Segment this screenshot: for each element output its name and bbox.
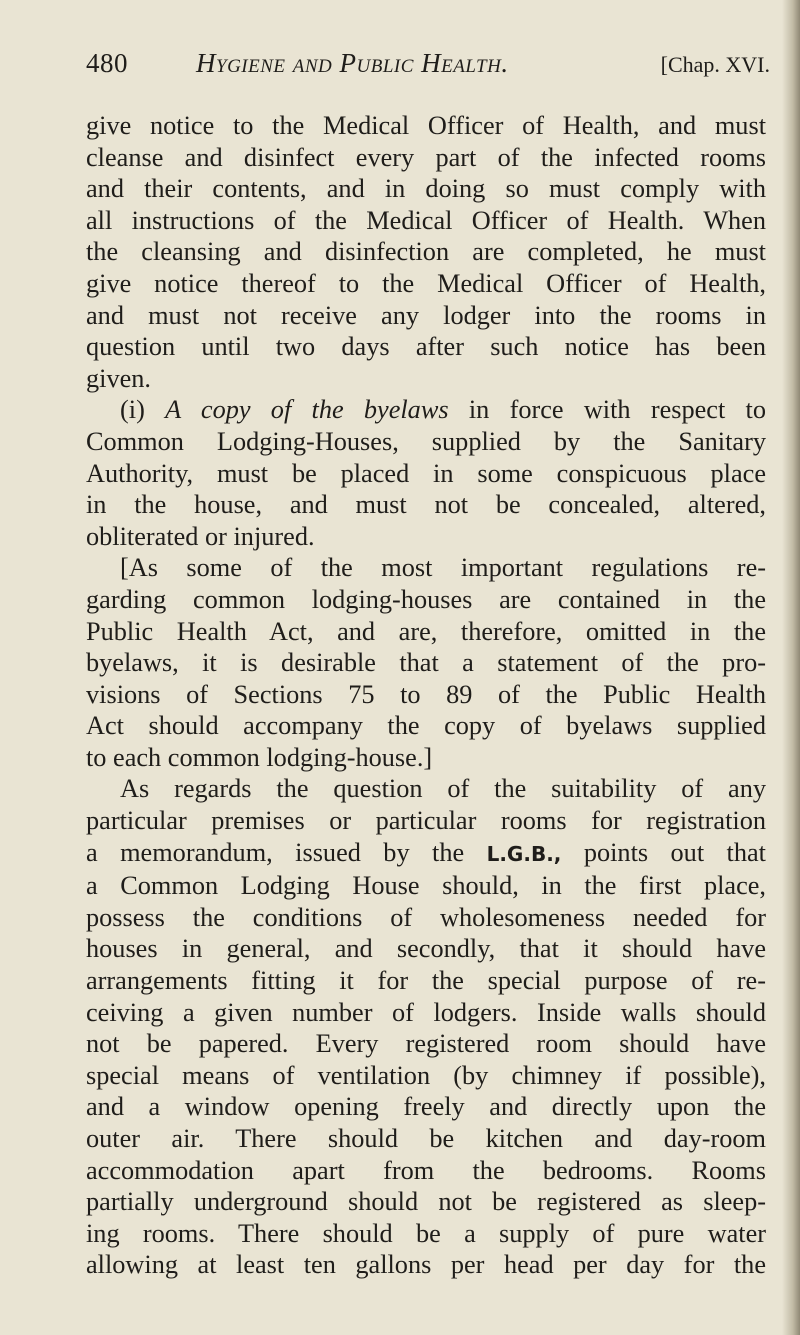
- text-line: arrangements fitting it for the special purpose of re-: [86, 966, 766, 996]
- clause-rest: in force with respect to: [468, 395, 766, 425]
- text-line: Authority, must be placed in some conspicuous place: [86, 458, 766, 488]
- text-line: all instructions of the Medical Officer of Health. When: [86, 205, 766, 235]
- text-line: given.: [86, 363, 151, 393]
- text-line: Act should accompany the copy of byelaws supplied: [86, 711, 766, 741]
- text-line: allowing at least ten gallons per head per day for the: [86, 1250, 766, 1280]
- clause-italic-phrase: A copy of the byelaws: [165, 395, 449, 425]
- text-line: and their contents, and in doing so must comply with: [86, 174, 766, 204]
- text-line: partially underground should not be registered as sleep-: [86, 1187, 766, 1217]
- body-text: [86, 110, 766, 1281]
- text-line: particular premises or particular rooms for registration: [86, 806, 766, 836]
- text-line: in the house, and must not be concealed, altered,: [86, 490, 766, 520]
- page-header: [86, 48, 776, 88]
- lgb-after: points out that: [583, 837, 766, 867]
- text-line: byelaws, it is desirable that a statement of the pro-: [86, 648, 766, 678]
- text-line: special means of ventilation (by chimney if possible),: [86, 1060, 766, 1090]
- text-line: Common Lodging-Houses, supplied by the Sanitary: [86, 426, 766, 456]
- text-line: garding common lodging-houses are contained in the: [86, 584, 766, 614]
- text-line: outer air. There should be kitchen and day-room: [86, 1124, 766, 1153]
- page-edge-shadow: [782, 0, 800, 1335]
- running-title: Hygiene and Public Health.: [196, 48, 509, 78]
- text-line: question until two days after such notice has been: [86, 332, 766, 362]
- text-line: a Common Lodging House should, in the first place,: [86, 871, 766, 901]
- text-line: ing rooms. There should be a supply of pure water: [86, 1218, 766, 1248]
- text-line: Public Health Act, and are, therefore, omitted in the: [86, 616, 766, 646]
- text-line: not be papered. Every registered room should have: [86, 1029, 766, 1059]
- text-line: and a window opening freely and directly upon the: [86, 1092, 766, 1122]
- chapter-reference: [Chap. XVI.: [660, 52, 770, 77]
- text-line: As regards the question of the suitability of any: [120, 774, 766, 804]
- clause-i-first-line: [86, 394, 766, 426]
- lgb-before: a memorandum, issued by the: [86, 837, 465, 867]
- text-line: and must not receive any lodger into the rooms in: [86, 300, 766, 330]
- text-line: the cleansing and disinfection are completed, he must: [86, 237, 766, 267]
- text-line: [As some of the most important regulations re-: [120, 553, 766, 583]
- clause-label: (i): [120, 395, 145, 425]
- text-line: cleanse and disinfect every part of the infected rooms: [86, 142, 766, 172]
- lgb-line: [86, 837, 766, 871]
- text-line: accommodation apart from the bedrooms. Rooms: [86, 1155, 766, 1185]
- text-line: houses in general, and secondly, that it should have: [86, 934, 766, 964]
- page-number: 480: [86, 48, 128, 78]
- text-line: ceiving a given number of lodgers. Inside walls should: [86, 997, 766, 1027]
- text-line: to each common lodging-house.]: [86, 742, 433, 772]
- text-line: give notice thereof to the Medical Officer of Health,: [86, 268, 766, 298]
- text-line: possess the conditions of wholesomeness needed for: [86, 902, 766, 932]
- text-line: give notice to the Medical Officer of Health, and must: [86, 111, 766, 140]
- text-line: visions of Sections 75 to 89 of the Public Health: [86, 679, 766, 709]
- text-line: obliterated or injured.: [86, 521, 315, 551]
- lgb-abbreviation: L.G.B.,: [486, 841, 562, 866]
